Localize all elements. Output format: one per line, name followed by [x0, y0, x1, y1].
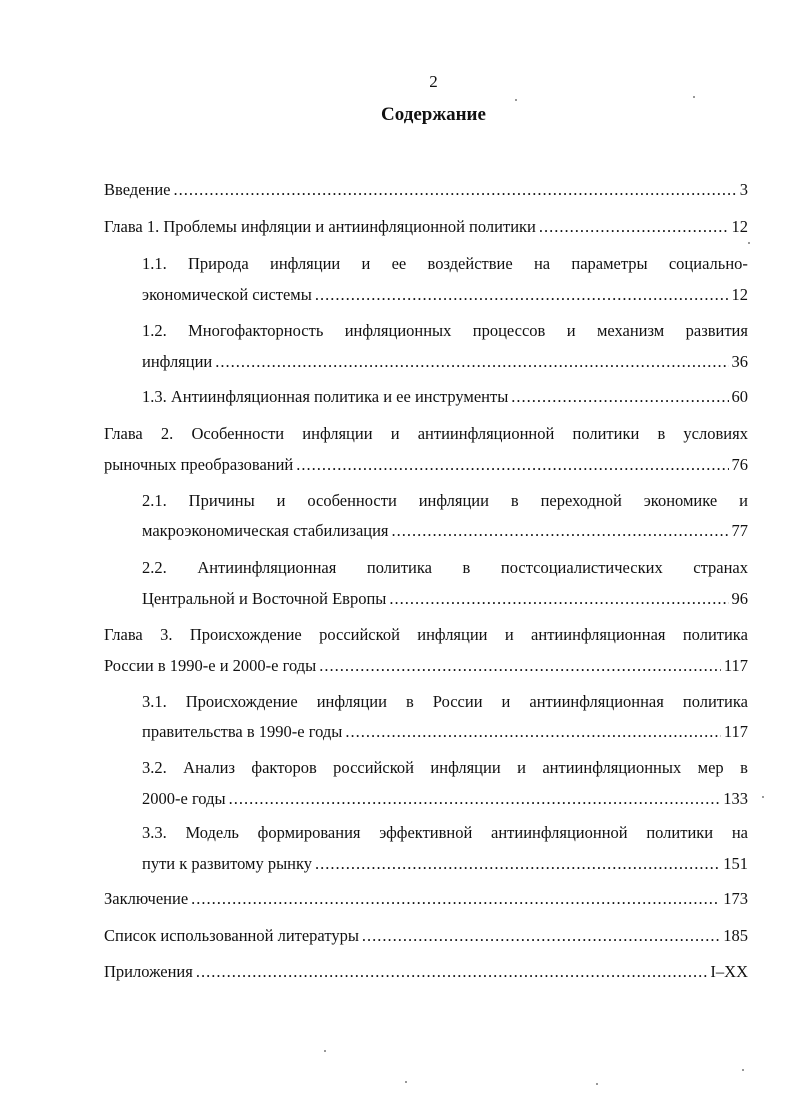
word: механизм [596, 321, 665, 340]
word: антиинфляционной [491, 823, 628, 842]
toc-entry-section-3-1-line2 [142, 721, 748, 743]
word: формирования [257, 823, 361, 842]
leader-dots [296, 454, 728, 476]
toc-entry-section-3-2-line2 [142, 788, 748, 810]
toc-entry-page: 77 [731, 521, 748, 540]
leader-dots [315, 853, 720, 875]
word: инфляции [430, 758, 501, 777]
word: развития [685, 321, 748, 340]
toc-entry-page: 36 [731, 352, 748, 371]
word: 3.2. [142, 758, 167, 777]
scan-speck [596, 1083, 598, 1085]
toc-entry-text: инфляции [142, 352, 213, 371]
word: 1.2. [142, 321, 167, 340]
toc-entry-page: 151 [723, 854, 748, 873]
leader-dots [389, 588, 728, 610]
word: антиинфляционных [542, 758, 682, 777]
word: и [276, 491, 286, 510]
scan-speck [742, 1069, 744, 1071]
word: 2.1. [142, 491, 167, 510]
scan-speck [693, 96, 695, 98]
leader-dots [539, 216, 729, 238]
toc-entry-page: 133 [723, 789, 748, 808]
toc-entry-chapter-2-line1 [104, 423, 748, 445]
word: переходной [540, 491, 622, 510]
word: инфляции [417, 625, 488, 644]
word: на [731, 823, 748, 842]
word: антиинфляционной [417, 424, 555, 443]
word: 2.2. [142, 558, 167, 577]
leader-dots [229, 788, 721, 810]
toc-entry-chapter-3-line2 [104, 655, 748, 677]
word: инфляции [316, 692, 387, 711]
toc-entry-section-2-1-line2 [142, 520, 748, 542]
toc-entry-chapter-2-line2 [104, 454, 748, 476]
toc-entry-conclusion [104, 888, 748, 910]
word: эффективной [379, 823, 473, 842]
toc-entry-text: 2000-е годы [142, 789, 226, 808]
toc-entry-chapter-3-line1 [104, 624, 748, 646]
toc-entry-page: 12 [731, 285, 748, 304]
leader-dots [315, 284, 729, 306]
toc-entry-section-1-1-line2 [142, 284, 748, 306]
word: антиинфляционная [529, 692, 664, 711]
toc-entry-section-2-2-line1 [142, 557, 748, 579]
word: ее [391, 254, 407, 273]
word: и [504, 625, 514, 644]
word: факторов [251, 758, 317, 777]
leader-dots [392, 520, 729, 542]
word: 3. [160, 625, 173, 644]
word: 2. [160, 424, 174, 443]
word: инфляции [270, 254, 341, 273]
word: Происхождение [189, 625, 302, 644]
word: Особенности [191, 424, 285, 443]
toc-entry-appendix [104, 961, 748, 983]
word: и [739, 491, 748, 510]
word: особенности [307, 491, 397, 510]
toc-entry-text: Глава 1. Проблемы инфляции и антиинфляционной политики [104, 217, 536, 236]
word: политика [682, 692, 748, 711]
word: постсоциалистических [500, 558, 663, 577]
word: Причины [188, 491, 255, 510]
leader-dots [174, 179, 737, 201]
toc-entry-page: 12 [731, 217, 748, 236]
word: Глава [104, 625, 143, 644]
word: политики [646, 823, 714, 842]
leader-dots [319, 655, 721, 677]
toc-entry-literature [104, 925, 748, 947]
toc-entry-page: 3 [739, 180, 748, 199]
toc-entry-section-3-3-line2 [142, 853, 748, 875]
leader-dots [362, 925, 720, 947]
word: в [462, 558, 471, 577]
word: инфляционных [344, 321, 452, 340]
word: политика [682, 625, 748, 644]
toc-entry-page: 173 [723, 889, 748, 908]
toc-entry-section-1-1-line1 [142, 253, 748, 275]
word: 3.1. [142, 692, 167, 711]
toc-entry-text: России в 1990-е и 2000-е годы [104, 656, 317, 675]
word: и [517, 758, 526, 777]
toc-entry-section-1-2-line1 [142, 320, 748, 342]
toc-entry-text: правительства в 1990-е годы [142, 722, 343, 741]
word: в [405, 692, 414, 711]
word: политики [572, 424, 640, 443]
word: и [501, 692, 511, 711]
word: Происхождение [185, 692, 298, 711]
toc-entry-section-3-2-line1 [142, 757, 748, 779]
word: условиях [683, 424, 748, 443]
toc-entry-text: макроэкономическая стабилизация [142, 521, 389, 540]
word: параметры [571, 254, 648, 273]
leader-dots [191, 888, 720, 910]
scan-speck [324, 1050, 326, 1052]
toc-entry-text: 1.3. Антиинфляционная политика и ее инструменты [142, 387, 509, 406]
word: 1.1. [142, 254, 167, 273]
toc-entry-page: 117 [723, 722, 748, 741]
word: Антиинфляционная [197, 558, 337, 577]
leader-dots [511, 386, 728, 408]
toc-entry-section-1-2-line2 [142, 351, 748, 373]
word: инфляции [418, 491, 489, 510]
scan-speck [748, 242, 750, 244]
word: и [390, 424, 400, 443]
toc-entry-page: 76 [731, 455, 748, 474]
leader-dots [345, 721, 721, 743]
toc-entry-page: 60 [731, 387, 748, 406]
scan-speck [515, 99, 517, 101]
toc-entry-text: Введение [104, 180, 171, 199]
toc-entry-text: Список использованной литературы [104, 926, 359, 945]
word: Многофакторность [188, 321, 324, 340]
toc-entry-section-1-3 [142, 386, 748, 408]
word: в [740, 758, 748, 777]
word: воздействие [427, 254, 513, 273]
word: процессов [472, 321, 546, 340]
word: Глава [104, 424, 143, 443]
toc-entry-page: 96 [731, 589, 748, 608]
word: 3.3. [142, 823, 167, 842]
word: инфляции [302, 424, 373, 443]
toc-entry-text: экономической системы [142, 285, 312, 304]
word: политика [366, 558, 432, 577]
toc-entry-text: пути к развитому рынку [142, 854, 313, 873]
word: экономике [643, 491, 718, 510]
word: Природа [188, 254, 249, 273]
word: России [432, 692, 483, 711]
page-number: 2 [429, 72, 438, 91]
toc-entry-section-3-3-line1 [142, 822, 748, 844]
word: на [533, 254, 551, 273]
toc-entry-text: Центральной и Восточной Европы [142, 589, 387, 608]
toc-entry-text: Приложения [104, 962, 193, 981]
toc-entry-section-2-2-line2 [142, 588, 748, 610]
word: странах [693, 558, 748, 577]
page-title: Содержание [381, 104, 486, 125]
toc-entry-section-3-1-line1 [142, 691, 748, 713]
word: социально- [668, 254, 748, 273]
leader-dots [215, 351, 728, 373]
toc-entry-text: Заключение [104, 889, 189, 908]
toc-entry-page: 185 [723, 926, 748, 945]
toc-entry-chapter-1 [104, 216, 748, 238]
toc-entry-page: 117 [723, 656, 748, 675]
toc-entry-intro [104, 179, 748, 201]
toc-entry-section-2-1-line1 [142, 490, 748, 512]
word: антиинфляционная [531, 625, 666, 644]
toc-entry-text: рыночных преобразований [104, 455, 294, 474]
word: российской [333, 758, 414, 777]
word: мер [697, 758, 724, 777]
toc-entry-page: I–XX [710, 962, 748, 981]
word: в [657, 424, 666, 443]
scan-speck [405, 1081, 407, 1083]
word: и [361, 254, 371, 273]
word: российской [319, 625, 400, 644]
word: Модель [185, 823, 239, 842]
word: в [510, 491, 519, 510]
word: и [566, 321, 576, 340]
scan-speck [762, 796, 764, 798]
leader-dots [196, 961, 708, 983]
word: Анализ [183, 758, 235, 777]
